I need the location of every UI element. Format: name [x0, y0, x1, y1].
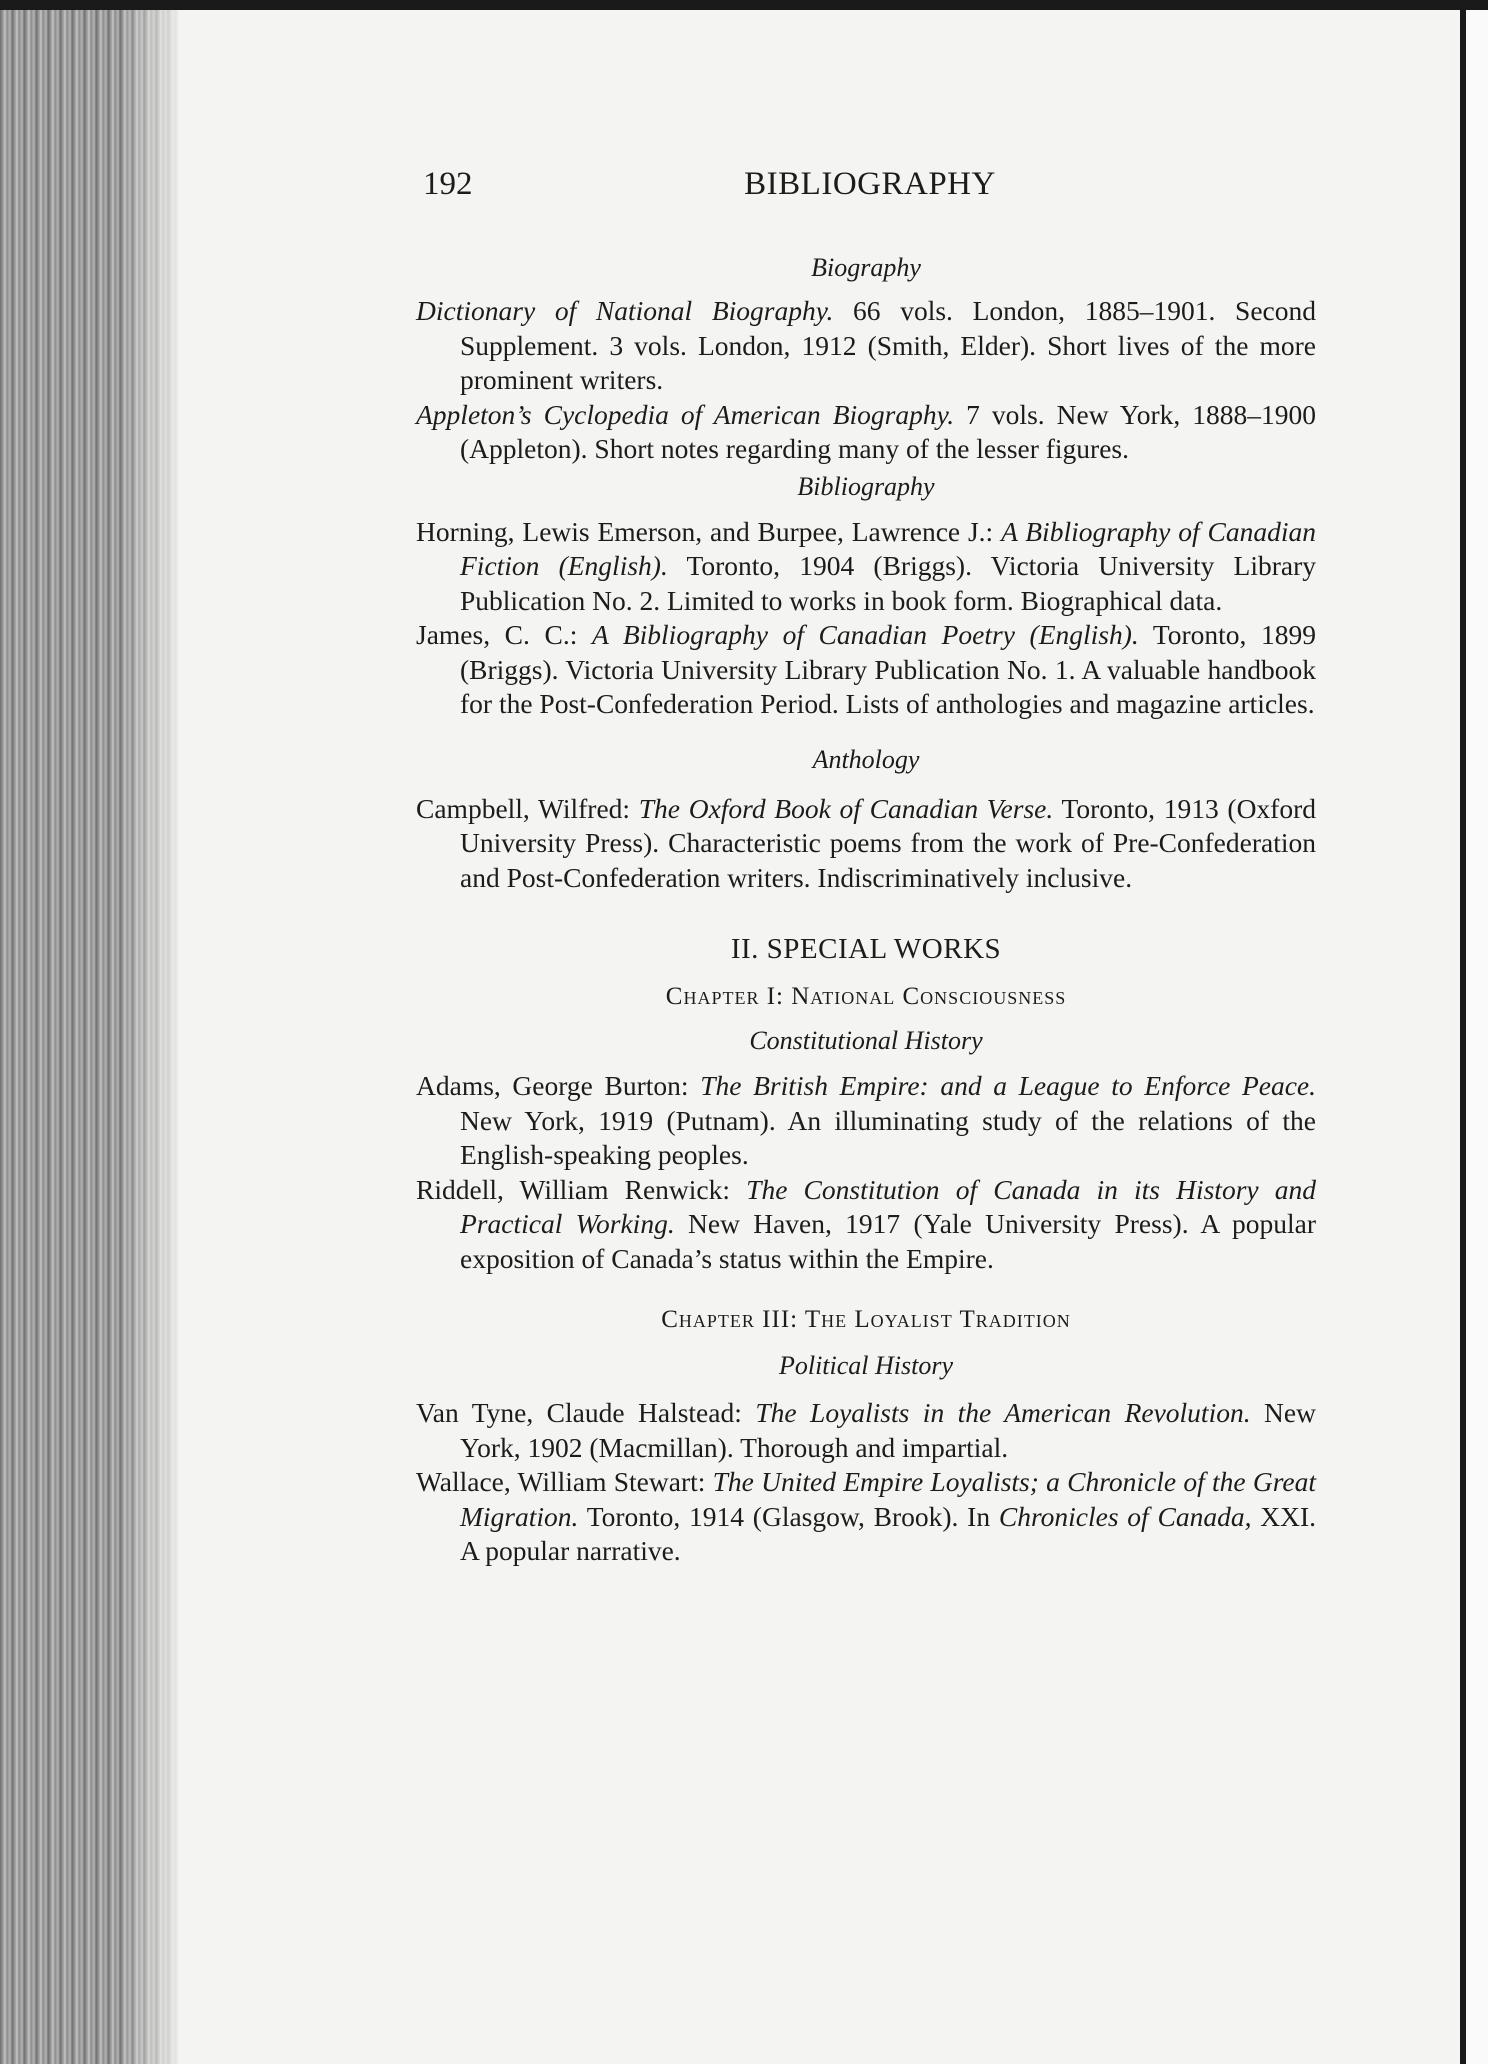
entry-text: New York, 1919 (Putnam). An illuminating study of the relations of the English-speaking peoples.: [460, 1104, 1316, 1170]
section-heading-anthology: Anthology: [812, 744, 920, 774]
entry-author: James, C. C.:: [416, 619, 592, 650]
bib-entry: [416, 398, 1316, 467]
entry-author: Riddell, William Renwick:: [416, 1173, 747, 1205]
entry-title: A Bibliography of Canadian Poetry (English).: [591, 619, 1139, 650]
entry-title: Dictionary of National Biography.: [416, 295, 834, 326]
page-number: 192: [423, 166, 473, 202]
entry-text: Toronto, 1904 (Briggs). Victoria University Library Publication No. 2. Limited to works in book form. Biographical data.: [460, 550, 1316, 616]
page-edge-shadow: [120, 10, 180, 2064]
entry-text: New Haven, 1917 (Yale University Press). A popular exposition of Canada’s status within the Empire.: [460, 1208, 1316, 1274]
entry-text: 7 vols. New York, 1888–1900 (Appleton). Short notes regarding many of the lesser figures.: [460, 398, 1316, 464]
scan-top-border: [0, 0, 1488, 10]
entry-author: Horning, Lewis Emerson, and Burpee, Lawrence J.:: [416, 515, 1002, 547]
entry-title: The United Empire Loyalists; a Chronicle of the Great Migration.: [460, 1466, 1316, 1532]
entry-title: Appleton’s Cyclopedia of American Biography.: [416, 398, 955, 430]
section-heading-constitutional-history: Constitutional History: [749, 1026, 983, 1055]
entry-title: The Oxford Book of Canadian Verse.: [638, 792, 1054, 824]
bib-entry: [416, 1396, 1316, 1465]
bib-entry: [416, 618, 1316, 722]
entry-title: A Bibliography of Canadian Fiction (English).: [460, 515, 1316, 581]
running-title: BIBLIOGRAPHY: [744, 166, 996, 202]
page-body: [416, 250, 1316, 1569]
entry-series-title: Chronicles of Canada,: [998, 1500, 1252, 1532]
bib-entry: [416, 1173, 1316, 1277]
section-heading-political-history: Political History: [778, 1351, 954, 1380]
entry-text: 66 vols. London, 1885–1901. Second Supplement. 3 vols. London, 1912 (Smith, Elder). Short lives of the more prominent writers.: [460, 295, 1316, 395]
bib-entry: [416, 294, 1316, 398]
entry-text: Toronto, 1899 (Briggs). Victoria University Library Publication No. 1. A valuable handbook for the Post-Confederation Period. Lists of anthologies and magazine articles.: [460, 619, 1317, 719]
bib-entry: [416, 1465, 1316, 1569]
entry-text: Toronto, 1913 (Oxford University Press). Characteristic poems from the work of Pre-Confederation and Post-Confederation writers. Indiscriminatively inclusive.: [460, 792, 1316, 893]
scan-right-border: [1460, 10, 1466, 2064]
entry-text: New York, 1902 (Macmillan). Thorough and impartial.: [460, 1397, 1316, 1463]
entry-author: Wallace, William Stewart:: [416, 1466, 713, 1497]
bib-entry: [416, 1069, 1316, 1173]
section-heading-bibliography: Bibliography: [797, 471, 935, 501]
running-head: [423, 166, 1303, 216]
entry-title: The British Empire: and a League to Enforce Peace.: [700, 1070, 1316, 1101]
scan-right-margin: [1466, 10, 1488, 2064]
entry-author: Adams, George Burton:: [416, 1070, 701, 1101]
entry-title: The Loyalists in the American Revolution.: [755, 1397, 1251, 1428]
entry-author: Campbell, Wilfred:: [416, 792, 639, 824]
bib-entry: [416, 515, 1316, 619]
part-title: II. SPECIAL WORKS: [730, 933, 1002, 965]
chapter-title: Chapter III: The Loyalist Tradition: [661, 1306, 1071, 1333]
entry-title: The Constitution of Canada in its History and Practical Working.: [460, 1173, 1316, 1239]
entry-text: Toronto, 1914 (Glasgow, Brook). In: [578, 1500, 999, 1532]
section-heading-biography: Biography: [811, 253, 921, 282]
entry-author: Van Tyne, Claude Halstead:: [416, 1397, 756, 1428]
entry-text: XXI. A popular narrative.: [460, 1500, 1316, 1566]
bib-entry: [416, 792, 1316, 896]
chapter-title: Chapter I: National Consciousness: [665, 983, 1067, 1010]
